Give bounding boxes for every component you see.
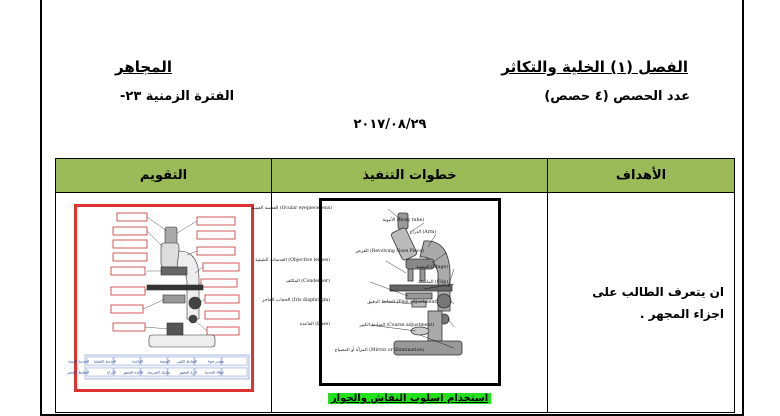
word-bank-item: قاعدة المجهر (122, 370, 143, 375)
labeled-microscope-diagram (251, 198, 501, 386)
label-stage: (Stage) المنصة (415, 265, 448, 270)
label-fine-adjustment: (Fine adjustment) الضابط الدقيق (366, 300, 438, 305)
header-objectives: الأهداف (548, 159, 735, 193)
strategy-note: استخدام اسلوب النقاش والحوار (328, 393, 491, 404)
word-bank-item: اذرع المجهر (178, 370, 197, 375)
chapter-title: الفصل (١) الخلية والتكاثر (501, 58, 688, 76)
objective-cell (548, 193, 735, 413)
word-bank-item: مصدر ضوء (207, 359, 224, 364)
word-bank-item: المنصة (159, 359, 170, 364)
objective-text: ان يتعرف الطالب على اجزاء المجهر . (592, 284, 724, 321)
evaluation-cell (56, 193, 272, 413)
blank-microscope-worksheet (66, 204, 254, 392)
label-body-tube: (Body tube) الأنبوبة (382, 218, 424, 223)
label-mirror: (Mirror or illumination) المرآة أو المصباح (334, 348, 424, 353)
label-nosepiece: (Revolving Nose Piece) القرص (355, 249, 424, 254)
word-bank-item: ماسك الشريحة (146, 370, 170, 375)
label-clip: (Clip) الماسكة (417, 280, 448, 285)
header-steps: خطوات التنفيذ (272, 159, 548, 193)
word-bank-item: غطاء العدسة (204, 370, 224, 375)
label-condenser: (Condenser) المكثف (285, 279, 330, 284)
word-bank-item: الضابط الكبير (176, 359, 197, 364)
steps-cell (251, 193, 548, 413)
lesson-plan-table (55, 158, 735, 413)
label-arm: (Arm) الذراع (409, 230, 436, 235)
lesson-subject: المجاهر (115, 58, 173, 76)
label-objective: (Objective lenses) العدسات الشيئية (254, 258, 330, 263)
word-bank-item: الذراع (106, 370, 116, 375)
label-ocular: (Ocular eyepiece lens) العدسة العينية (251, 206, 332, 211)
label-coarse-adjustment: (Coarse adjustment) الضابط الكبير (358, 323, 434, 328)
label-iris: (Iris diaphragm) الحجاب الحاجز (261, 298, 330, 303)
word-bank-item: العدسة الشيئية (93, 359, 116, 364)
word-bank-item: الضابط الصغير (66, 370, 89, 375)
lesson-date: ٢٠١٧/٠٨/٢٩ (353, 117, 427, 132)
label-base: (Base) القاعدة (299, 322, 330, 327)
word-bank-item: العدسة العينية (67, 359, 89, 364)
header-evaluation: التقويم (56, 159, 272, 193)
word-bank (66, 355, 249, 379)
periods-count: عدد الحصص (٤ حصص) (544, 89, 690, 104)
time-frame: الفترة الزمنية ٢٣- (120, 89, 235, 104)
word-bank-item: القاعدة (131, 359, 143, 364)
